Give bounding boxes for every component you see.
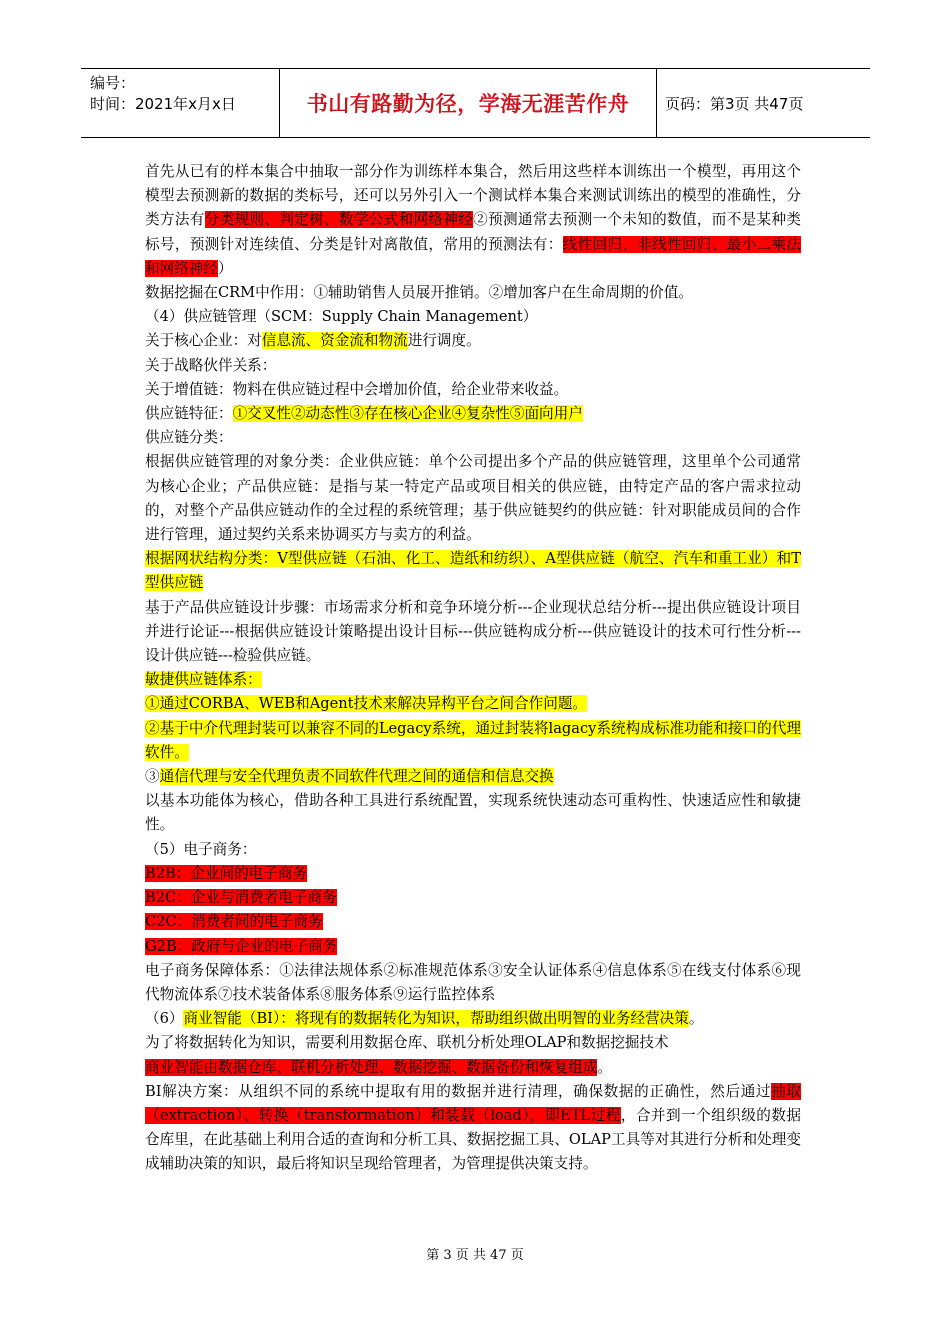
text-span: 电子商务保障体系：①法律法规体系②标准规范体系③安全认证体系④信息体系⑤在线支付体系⑥现代物流体系⑦技术装备体系⑧服务体系⑨运行监控体系 [145, 961, 801, 1003]
text-span: 数据挖掘在CRM中作用：①辅助销售人员展开推销。②增加客户在生命周期的价值。 [145, 284, 693, 302]
paragraph [145, 789, 801, 837]
paragraph [145, 378, 801, 402]
page-header [81, 68, 870, 138]
paragraph [145, 717, 801, 765]
header-motto: 书山有路勤为径，学海无涯苦作舟 [280, 69, 657, 137]
text-span: ，合并到一个组织级的数据仓库里，在此基础上利用合适的查询和分析工具、数据挖掘工具、OLAP工具等对其进行分析和处理变成辅助决策的知识，最后将知识呈现给管理者，为管理提供决策支持。 [145, 1106, 801, 1173]
text-span: （5）电子商务： [145, 840, 257, 858]
text-span: 关于核心企业：对 [145, 332, 262, 350]
text-span: 进行调度。 [407, 332, 481, 350]
paragraph [145, 426, 801, 450]
paragraph [145, 862, 801, 886]
paragraph [145, 886, 801, 910]
red-highlight-text: 抽取（extraction）、转换（transformation）和装载（load），即ETL过程 [145, 1082, 801, 1124]
red-highlight-text: 线性回归、非线性回归、最小二乘法和网络神经 [145, 235, 801, 277]
red-highlight-text: B2C：企业与消费者电子商务 [145, 889, 337, 907]
document-body [145, 160, 801, 1177]
red-highlight-text: C2C：消费者间的电子商务 [145, 913, 323, 931]
paragraph [145, 1007, 801, 1031]
number-label: 编号： [90, 74, 136, 92]
paragraph [145, 959, 801, 1007]
date-label: 时间：2021年x月x日 [90, 95, 236, 113]
paragraph [145, 1056, 801, 1080]
red-highlight-text: G2B：政府与企业的电子商务 [145, 937, 338, 955]
paragraph [145, 910, 801, 934]
page-footer: 第 3 页 共 47 页 [426, 1248, 524, 1263]
text-span: 关于战略伙伴关系： [145, 356, 277, 374]
paragraph [145, 281, 801, 305]
red-highlight-text: 分类规则、判定树、数学公式和网络神经 [204, 211, 474, 229]
text-span: （4）供应链管理（SCM：Supply Chain Management） [145, 308, 538, 326]
text-span: ③ [145, 768, 160, 786]
paragraph [145, 935, 801, 959]
text-span: ②预测通常去预测一个未知的数值，而不是某种类标号，预测针对连续值、分类是针对离散值，常用的预测法有： [145, 211, 801, 253]
paragraph [145, 160, 801, 281]
text-span: ） [217, 259, 233, 277]
text-span: BI解决方案：从组织不同的系统中提取有用的数据并进行清理，确保数据的正确性，然后通过 [145, 1082, 772, 1100]
text-span: （6） [145, 1010, 184, 1028]
paragraph [145, 450, 801, 547]
yellow-highlight-text: ②基于中介代理封装可以兼容不同的Legacy系统，通过封装将lagacy系统构成标准功能和接口的代理软件。 [145, 719, 801, 761]
text-span: 以基本功能体为核心，借助各种工具进行系统配置，实现系统快速动态可重构性、快速适应性和敏捷性。 [145, 792, 801, 834]
paragraph [145, 1031, 801, 1055]
paragraph [145, 354, 801, 378]
paragraph [145, 765, 801, 789]
paragraph [145, 547, 801, 595]
paragraph [145, 305, 801, 329]
text-span: 供应链分类： [145, 429, 233, 447]
yellow-highlight-text: 商业智能（BI）：将现有的数据转化为知识，帮助组织做出明智的业务经营决策 [183, 1010, 689, 1028]
yellow-highlight-text: ①交叉性②动态性③存在核心企业④复杂性⑤面向用户 [232, 405, 583, 423]
header-info [81, 69, 280, 137]
paragraph [145, 1080, 801, 1177]
text-span: 供应链特征： [145, 405, 233, 423]
yellow-highlight-text: 敏捷供应链体系： [145, 671, 262, 689]
yellow-highlight-text: 根据网状结构分类：V型供应链（石油、化工、造纸和纺织）、A型供应链（航空、汽车和重工业）和T型供应链 [145, 550, 801, 592]
text-span: 根据供应链管理的对象分类：企业供应链：单个公司提出多个产品的供应链管理，这里单个公司通常为核心企业；产品供应链：是指与某一特定产品或项目相关的供应链，由特定产品的客户需求拉动的，对整个产品供应链动作的全过程的系统管理；基于供应链契约的供应链：针对职能成员间的合作进行管理，通过契约关系来协调买方与卖方的利益。 [145, 453, 801, 544]
text-span: 首先从已有的样本集合中抽取一部分作为训练样本集合，然后用这些样本训练出一个模型，再用这个模型去预测新的数据的类标号，还可以另外引入一个测试样本集合来测试训练出的模型的准确性，分类方法有 [145, 163, 801, 229]
yellow-highlight-text: ①通过CORBA、WEB和Agent技术来解决异构平台之间合作问题。 [145, 695, 588, 713]
red-highlight-text: 商业智能由数据仓库、联机分析处理、数据挖掘、数据备份和恢复组成 [145, 1058, 598, 1076]
text-span: 。 [688, 1010, 704, 1028]
red-highlight-text: B2B：企业间的电子商务 [145, 864, 308, 882]
text-span: 关于增值链：物料在供应链过程中会增加价值，给企业带来收益。 [145, 380, 569, 398]
text-span: 。 [597, 1058, 613, 1076]
text-span: 基于产品供应链设计步骤：市场需求分析和竞争环境分析---企业现状总结分析---提出供应链设计项目并进行论证---根据供应链设计策略提出设计目标---供应链构成分析---供应链设计的技术可行性分析---设计供应链---检验供应链。 [145, 598, 801, 665]
paragraph [145, 596, 801, 669]
paragraph [145, 329, 801, 353]
text-span: 为了将数据转化为知识，需要利用数据仓库、联机分析处理OLAP和数据挖掘技术 [145, 1034, 669, 1052]
paragraph [145, 402, 801, 426]
page-number-label: 页码：第3页 共47页 [665, 94, 804, 113]
paragraph [145, 668, 801, 692]
yellow-highlight-text: 通信代理与安全代理负责不同软件代理之间的通信和信息交换 [159, 768, 554, 786]
paragraph [145, 692, 801, 716]
paragraph [145, 838, 801, 862]
yellow-highlight-text: 信息流、资金流和物流 [261, 332, 408, 350]
